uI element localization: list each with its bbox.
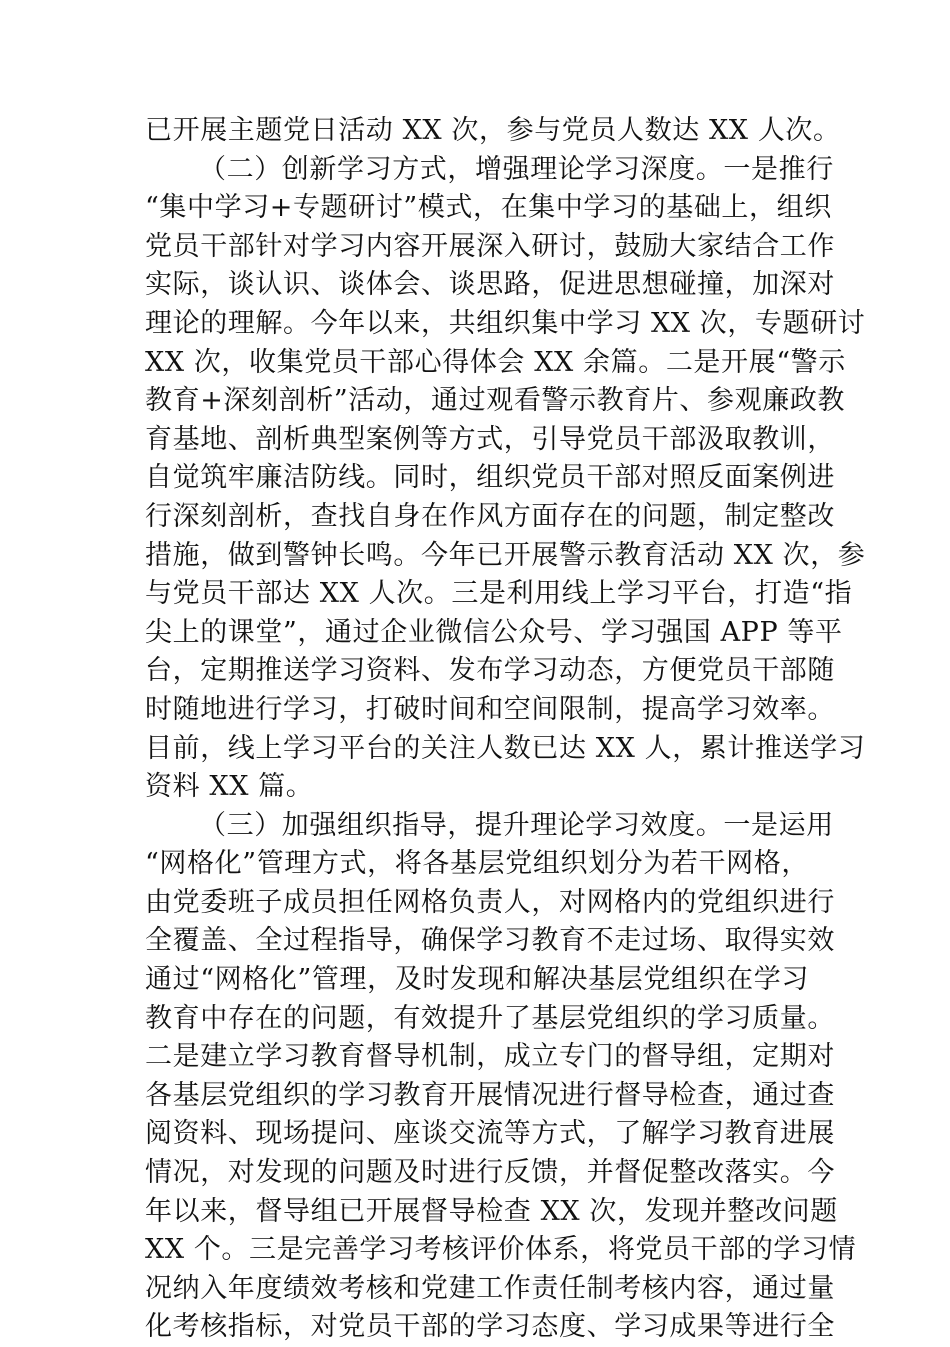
text-line: 况纳入年度绩效考核和党建工作责任制考核内容，通过量 xyxy=(145,1272,835,1304)
text-line: 目前，线上学习平台的关注人数已达 XX 人，累计推送学习 xyxy=(145,732,866,764)
text-line: 化考核指标，对党员干部的学习态度、学习成果等进行全 xyxy=(145,1311,835,1343)
text-line: XX 次，收集党员干部心得体会 XX 余篇。二是开展“警示 xyxy=(145,346,846,378)
text-line: 育基地、剖析典型案例等方式，引导党员干部汲取教训， xyxy=(145,423,835,455)
text-line: 全覆盖、全过程指导，确保学习教育不走过场、取得实效 xyxy=(145,925,835,957)
text-line: 已开展主题党日活动 XX 次，参与党员人数达 XX 人次。 xyxy=(145,115,841,146)
text-line: （二）创新学习方式，增强理论学习深度。一是推行 xyxy=(199,153,834,185)
text-line: 阅资料、现场提问、座谈交流等方式，了解学习教育进展 xyxy=(145,1118,835,1150)
text-line: 理论的理解。今年以来，共组织集中学习 XX 次，专题研讨 xyxy=(145,307,866,339)
text-line: “集中学习+专题研讨”模式，在集中学习的基础上，组织 xyxy=(145,192,832,224)
text-line: 年以来，督导组已开展督导检查 XX 次，发现并整改问题 xyxy=(145,1195,838,1227)
text-line: 资料 XX 篇。 xyxy=(145,771,314,803)
text-line: 行深刻剖析，查找自身在作风方面存在的问题，制定整改 xyxy=(145,500,835,532)
text-line: 各基层党组织的学习教育开展情况进行督导检查，通过查 xyxy=(145,1079,835,1111)
text-line: 由党委班子成员担任网格负责人，对网格内的党组织进行 xyxy=(145,886,835,918)
text-line: 措施，做到警钟长鸣。今年已开展警示教育活动 XX 次，参 xyxy=(145,539,866,571)
text-line: 台，定期推送学习资料、发布学习动态，方便党员干部随 xyxy=(145,655,835,687)
text-line: 教育中存在的问题，有效提升了基层党组织的学习质量。 xyxy=(145,1002,835,1034)
text-line: “网格化”管理方式，将各基层党组织划分为若干网格， xyxy=(145,848,809,880)
text-line: XX 个。三是完善学习考核评价体系，将党员干部的学习情 xyxy=(145,1234,857,1266)
text-line: 时随地进行学习，打破时间和空间限制，提高学习效率。 xyxy=(145,693,835,725)
text-line: 党员干部针对学习内容开展深入研讨，鼓励大家结合工作 xyxy=(145,230,835,262)
text-line: 通过“网格化”管理，及时发现和解决基层党组织在学习 xyxy=(145,964,809,996)
text-line: 自觉筑牢廉洁防线。同时，组织党员干部对照反面案例进 xyxy=(145,462,835,494)
text-line: 尖上的课堂”，通过企业微信公众号、学习强国 APP 等平 xyxy=(145,616,843,648)
body-text xyxy=(145,112,866,1347)
text-line: 二是建立学习教育督导机制，成立专门的督导组，定期对 xyxy=(145,1041,835,1073)
text-line: （三）加强组织指导，提升理论学习效度。一是运用 xyxy=(199,809,834,841)
text-line: 教育+深刻剖析”活动，通过观看警示教育片、参观廉政教 xyxy=(145,385,846,417)
text-line: 情况，对发现的问题及时进行反馈，并督促整改落实。今 xyxy=(145,1157,835,1189)
text-line: 与党员干部达 XX 人次。三是利用线上学习平台，打造“指 xyxy=(145,578,853,610)
text-line: 实际，谈认识、谈体会、谈思路，促进思想碰撞，加深对 xyxy=(145,269,835,301)
